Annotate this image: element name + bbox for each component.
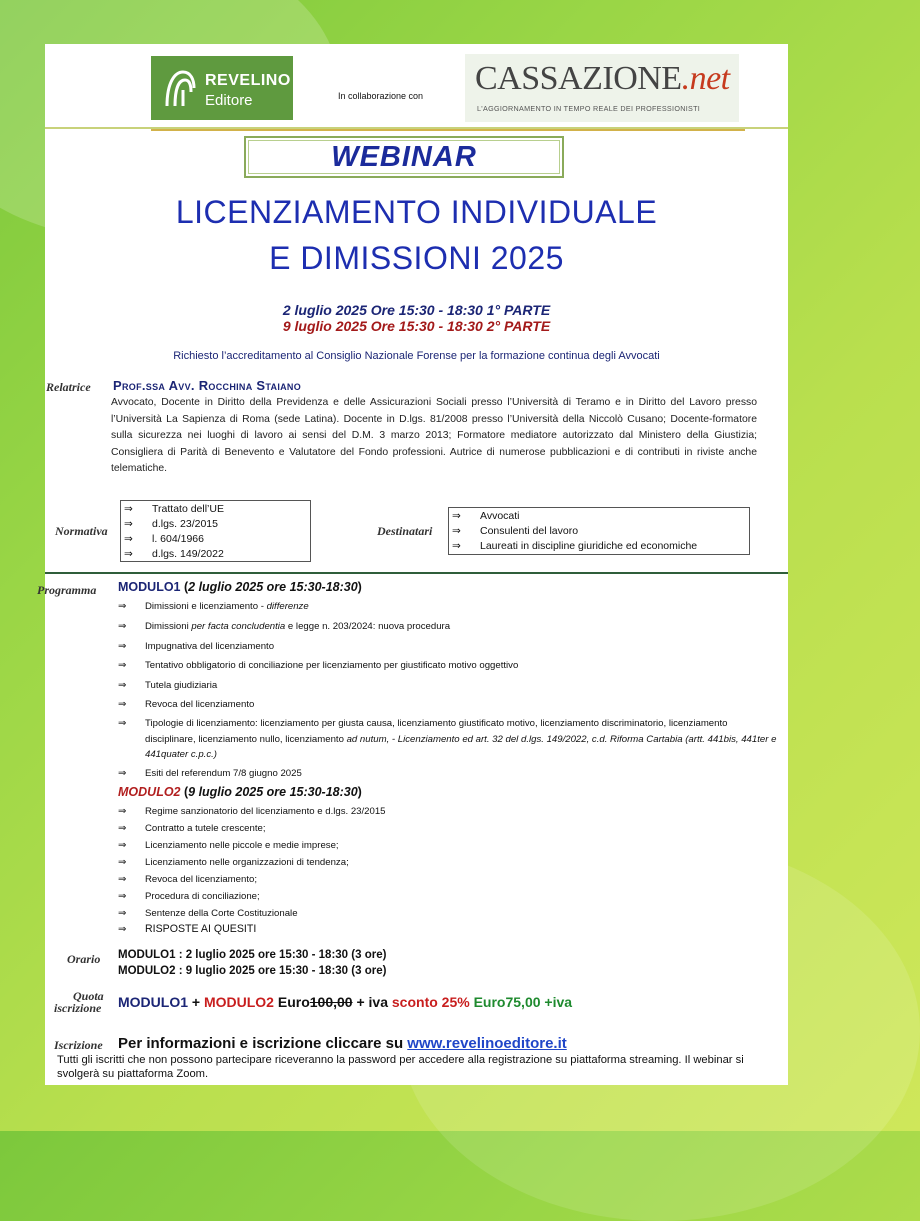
list-item: ⇒ Consulenti del lavoro [452, 525, 579, 537]
collaboration-text: In collaborazione con [338, 91, 424, 101]
accreditation-note: Richiesto l’accreditamento al Consiglio Nazionale Forense per la formazione continua degli Avvocati [173, 350, 660, 362]
modulo2-heading: MODULO2 (9 luglio 2025 ore 15:30-18:30) [118, 785, 362, 799]
list-item: ⇒ d.lgs. 149/2022 [124, 548, 224, 560]
revelino-subtitle: Editore [205, 92, 253, 109]
speaker-bio: Avvocato, Docente in Diritto della Previdenza e delle Assicurazioni Sociali presso l’Università di Teramo e in Diritto del Lavoro presso l’Università La Sapienza di Roma (sede Latina). Docente in D.lgs. 81/2008 presso l’Università della Niccolò Cusano; Docente-formatore sulla sicurezza nei luoghi di lavoro ai sensi del D.M. 3 marzo 2013; Formatore mediatore autorizzato dal Ministero della Giustizia; Consigliera di Parità di Benevento e Valutatore del Fondo professioni. Autrice di numerose pubblicazioni e di contributi in riviste anche telematiche. [111, 397, 757, 474]
list-item: ⇒ Tipologie di licenziamento: licenziamento per giusta causa, licenziamento giustificato motivo, licenziamento discriminatorio, licenziamento disciplinare, licenziamento nullo, licenziamento ad nutum, - Licenziamento ed art. 32 del d.lgs. 149/2022, c.d. Riforma Cartabia (artt. 441bis, 441ter e 441quater c.p.c.) [118, 718, 777, 760]
destinatari-box [448, 507, 750, 555]
list-item: ⇒ Dimissioni per facta concludentia e legge n. 203/2024: nuova procedura [118, 621, 451, 632]
quota-label: Quota [73, 989, 104, 1003]
price-line: MODULO1 + MODULO2 Euro100,00 + iva sconto 25% Euro75,00 +iva [118, 994, 573, 1010]
list-item: ⇒ Revoca del licenziamento [118, 699, 255, 710]
date-part-1: 2 luglio 2025 Ore 15:30 - 18:30 1° PARTE [282, 302, 551, 318]
registration-line: Per informazioni e iscrizione cliccare su www.revelinoeditore.it [118, 1035, 567, 1052]
title-line-2: E DIMISSIONI 2025 [269, 240, 564, 276]
cassazione-tagline: L'AGGIORNAMENTO IN TEMPO REALE DEI PROFESSIONISTI [477, 104, 701, 113]
normativa-box [120, 500, 311, 562]
list-item: ⇒ Impugnativa del licenziamento [118, 641, 275, 652]
list-item: ⇒ Contratto a tutele crescente; [118, 823, 266, 834]
list-item: ⇒ Tentativo obbligatorio di conciliazione per licenziamento per giustificato motivo oggettivo [118, 660, 519, 671]
cassazione-logo[interactable] [465, 54, 739, 122]
divider [45, 572, 788, 574]
list-item: ⇒ Dimissioni e licenziamento - differenze [118, 601, 309, 612]
list-item: ⇒ Revoca del licenziamento; [118, 874, 257, 885]
flyer-page [37, 44, 788, 1085]
relatrice-label: Relatrice [46, 380, 91, 394]
speaker-name: Prof.ssa Avv. Rocchina Staiano [113, 378, 302, 393]
revelino-mark-icon [161, 66, 199, 110]
list-item: ⇒ Esiti del referendum 7/8 giugno 2025 [118, 768, 302, 779]
webinar-label: WEBINAR [244, 136, 564, 178]
cassazione-wordmark: CASSAZIONE.net [475, 60, 730, 97]
list-item: ⇒ l. 604/1966 [124, 533, 204, 545]
streaming-note: Tutti gli iscritti che non possono partecipare riceveranno la password per accedere alla registrazione su piattaforma streaming. Il webinar si svolgerà su piattaforma Zoom. [57, 1054, 744, 1080]
normativa-label: Normativa [55, 524, 108, 538]
modulo1-heading: MODULO1 (2 luglio 2025 ore 15:30-18:30) [118, 580, 362, 594]
schedule-modulo2: MODULO2 : 9 luglio 2025 ore 15:30 - 18:30 (3 ore) [118, 965, 387, 977]
list-item: ⇒ Laureati in discipline giuridiche ed economiche [452, 540, 698, 552]
title-line-1: LICENZIAMENTO INDIVIDUALE [175, 194, 658, 230]
list-item: ⇒ Trattato dell’UE [124, 503, 224, 515]
list-item: ⇒ Regime sanzionatorio del licenziamento e d.lgs. 23/2015 [118, 806, 386, 817]
programma-label: Programma [37, 583, 97, 597]
list-item: ⇒ Procedura di conciliazione; [118, 891, 260, 902]
revelino-name: REVELINO [205, 72, 291, 89]
iscrizione-label: Iscrizione [54, 1038, 103, 1052]
list-item: ⇒ Licenziamento nelle organizzazioni di tendenza; [118, 857, 349, 868]
destinatari-label: Destinatari [377, 524, 433, 538]
date-part-2: 9 luglio 2025 Ore 15:30 - 18:30 2° PARTE [282, 318, 551, 334]
list-item: ⇒ Licenziamento nelle piccole e medie imprese; [118, 840, 339, 851]
list-item: ⇒ Sentenze della Corte Costituzionale [118, 908, 298, 919]
divider [151, 129, 745, 131]
list-item: ⇒ RISPOSTE AI QUESITI [118, 923, 257, 935]
orario-label: Orario [67, 952, 101, 966]
quota-label-2: iscrizione [54, 1001, 102, 1015]
schedule-modulo1: MODULO1 : 2 luglio 2025 ore 15:30 - 18:30 (3 ore) [118, 949, 387, 961]
revelino-logo[interactable] [151, 56, 293, 120]
list-item: ⇒ Tutela giudiziaria [118, 680, 218, 691]
list-item: ⇒ Avvocati [452, 510, 520, 522]
list-item: ⇒ d.lgs. 23/2015 [124, 518, 218, 530]
website-link[interactable]: www.revelinoeditore.it [407, 1035, 567, 1052]
